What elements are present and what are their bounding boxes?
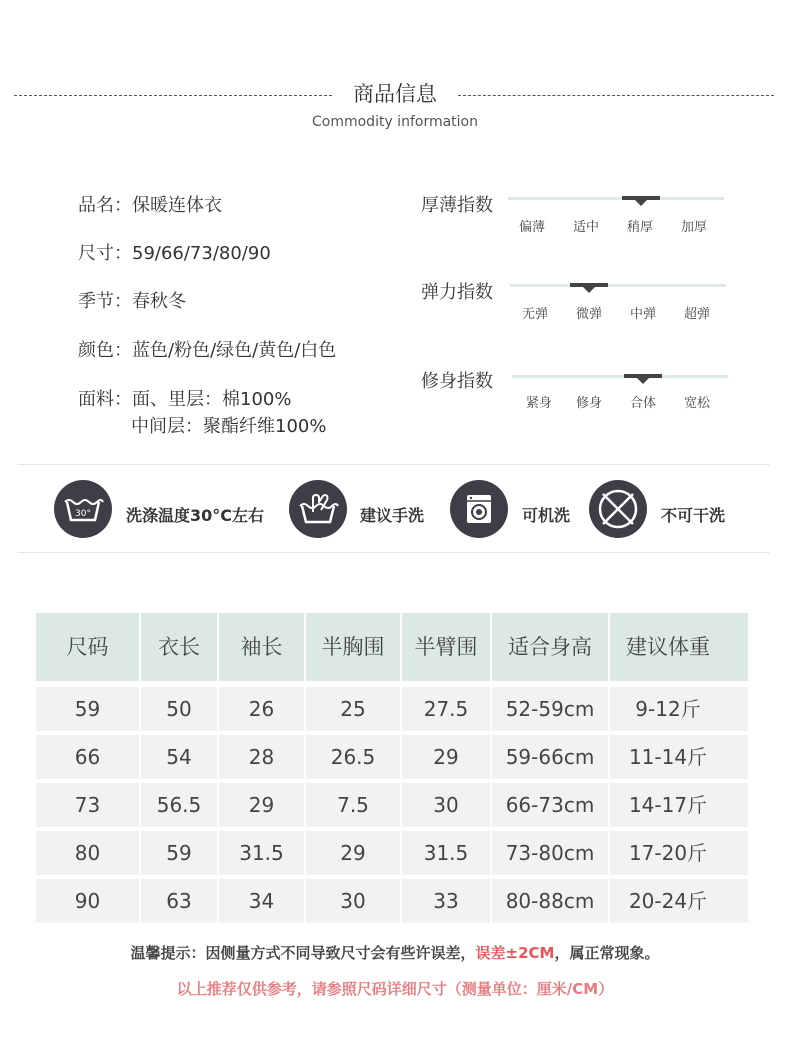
- marker-pointer-icon: [583, 287, 595, 293]
- table-cell: 73: [74, 793, 101, 817]
- care-label-hand-wash: 建议手洗: [360, 506, 425, 525]
- no-dry-clean-icon: [589, 480, 647, 538]
- table-cell: 59: [166, 841, 192, 865]
- table-cell: 80-88cm: [505, 889, 595, 913]
- table-cell: 56.5: [156, 793, 202, 817]
- machine-wash-icon: [450, 480, 508, 538]
- table-cell: 59: [74, 697, 101, 721]
- thickness-index-label: 厚薄指数: [421, 195, 493, 216]
- tolerance-highlight: 误差±2CM: [475, 944, 555, 962]
- recommendation-note: 以上推荐仅供参考，请参照尺码详细尺寸（测量单位：厘米/CM）: [176, 980, 614, 998]
- table-cell: 29: [433, 745, 459, 769]
- care-divider-top: [18, 464, 770, 465]
- elasticity-index-track: [510, 284, 726, 287]
- fit-index-label: 修身指数: [421, 371, 493, 392]
- info-fabric: 面料：面、里层：棉100%: [78, 389, 292, 410]
- column-divider: [217, 613, 219, 923]
- marker-pointer-icon: [637, 378, 649, 384]
- table-cell: 14-17斤: [628, 793, 708, 817]
- elasticity-index-label: 弹力指数: [421, 282, 493, 303]
- thickness-option: 加厚: [680, 220, 707, 235]
- table-cell: 34: [248, 889, 275, 913]
- column-divider: [139, 613, 141, 923]
- column-divider: [304, 613, 306, 923]
- table-cell: 30: [433, 793, 459, 817]
- table-cell: 33: [433, 889, 459, 913]
- marker-pointer-icon: [635, 200, 647, 206]
- table-cell: 27.5: [423, 697, 469, 721]
- table-cell: 50: [166, 697, 192, 721]
- thickness-index-track: [508, 197, 724, 200]
- table-cell: 90: [74, 889, 101, 913]
- table-cell: 26: [248, 697, 275, 721]
- table-cell: 66: [74, 745, 101, 769]
- table-header-cell: 半胸围: [321, 635, 385, 659]
- info-color: 颜色：蓝色/粉色/绿色/黄色/白色: [78, 340, 337, 361]
- care-divider-bottom: [18, 552, 770, 553]
- table-header-cell: 半臂围: [414, 635, 478, 659]
- column-divider: [490, 613, 492, 923]
- table-cell: 11-14斤: [628, 745, 708, 769]
- column-divider: [400, 613, 402, 923]
- size-tolerance-note: 温馨提示：因侧量方式不同导致尺寸会有些许误差，误差±2CM，属正常现象。: [130, 944, 660, 962]
- fit-option: 修身: [575, 396, 602, 411]
- care-label-no-dry-clean: 不可干洗: [661, 506, 726, 525]
- info-size: 尺寸：59/66/73/80/90: [78, 243, 271, 264]
- thickness-option: 偏薄: [518, 220, 545, 235]
- section-title: 商品信息: [0, 78, 790, 108]
- table-cell: 20-24斤: [628, 889, 708, 913]
- info-season: 季节：春秋冬: [78, 291, 186, 312]
- table-cell: 59-66cm: [505, 745, 595, 769]
- info-name: 品名：保暖连体衣: [78, 195, 222, 216]
- table-cell: 9-12斤: [635, 697, 701, 721]
- column-divider: [608, 613, 610, 923]
- care-label-machine-wash: 可机洗: [522, 506, 571, 525]
- elasticity-option-selected: 微弹: [575, 307, 602, 322]
- table-cell: 28: [248, 745, 275, 769]
- wash-temp-badge: 30°: [75, 509, 91, 519]
- elasticity-option: 超弹: [683, 307, 710, 322]
- table-header-cell: 适合身高: [508, 635, 592, 659]
- table-header-cell: 尺码: [66, 635, 109, 659]
- hand-wash-icon: [289, 480, 347, 538]
- fit-option-selected: 合体: [629, 396, 656, 411]
- table-header-cell: 袖长: [240, 635, 283, 659]
- wash-30-icon: [54, 480, 112, 538]
- table-cell: 17-20斤: [628, 841, 708, 865]
- table-cell: 29: [340, 841, 366, 865]
- table-cell: 31.5: [423, 841, 469, 865]
- fit-option: 紧身: [525, 396, 552, 411]
- table-cell: 7.5: [337, 793, 369, 817]
- table-cell: 80: [74, 841, 101, 865]
- table-cell: 25: [340, 697, 366, 721]
- section-subtitle: Commodity information: [312, 114, 478, 130]
- fit-option: 宽松: [683, 396, 710, 411]
- table-cell: 30: [340, 889, 366, 913]
- table-cell: 52-59cm: [505, 697, 595, 721]
- elasticity-option: 无弹: [521, 307, 548, 322]
- thickness-option-selected: 稍厚: [626, 220, 653, 235]
- table-cell: 26.5: [330, 745, 376, 769]
- table-cell: 29: [248, 793, 275, 817]
- info-fabric-middle: 中间层：聚酯纤维100%: [131, 416, 327, 437]
- care-label-temperature: 洗涤温度30°C左右: [126, 506, 265, 525]
- table-header-cell: 衣长: [158, 635, 200, 659]
- table-cell: 66-73cm: [505, 793, 595, 817]
- table-cell: 54: [166, 745, 192, 769]
- thickness-option: 适中: [572, 220, 599, 235]
- table-cell: 73-80cm: [505, 841, 595, 865]
- fit-index-track: [512, 375, 728, 378]
- table-cell: 31.5: [239, 841, 284, 865]
- table-cell: 63: [166, 889, 192, 913]
- elasticity-option: 中弹: [629, 307, 656, 322]
- table-header-cell: 建议体重: [626, 635, 710, 659]
